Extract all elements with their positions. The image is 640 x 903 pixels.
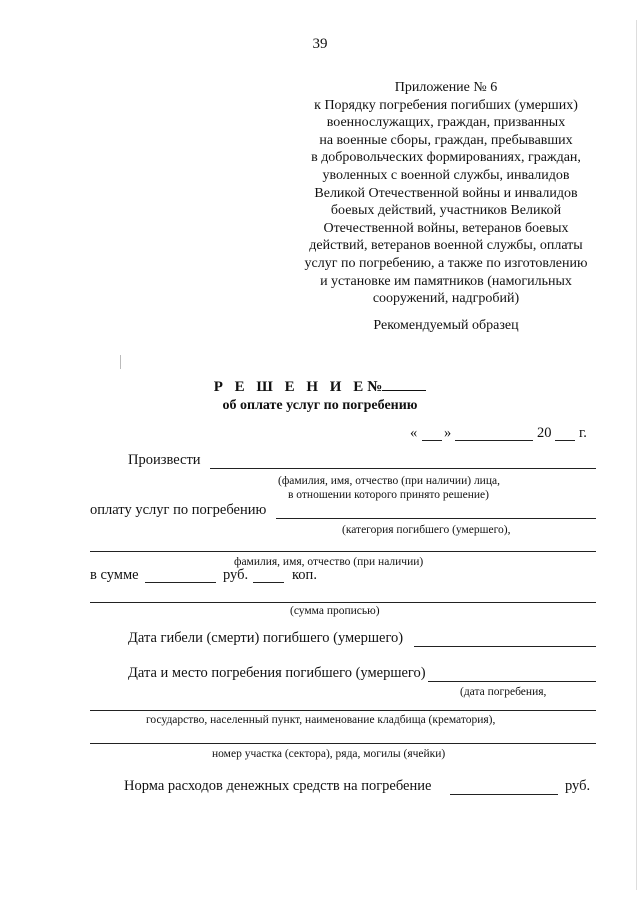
- amount-words-field[interactable]: [90, 602, 596, 603]
- appendix-line: в добровольческих формированиях, граждан,: [311, 150, 581, 166]
- page-number: 39: [312, 36, 328, 52]
- death-date-field[interactable]: [414, 646, 596, 647]
- date-open-quote: «: [410, 425, 418, 441]
- number-sign: №: [367, 379, 383, 395]
- appendix-line: Отечественной войны, ветеранов боевых: [323, 220, 569, 236]
- amount-label: в сумме: [90, 567, 139, 583]
- date-year-field[interactable]: [555, 440, 575, 441]
- appendix-line: сооружений, надгробий): [372, 291, 520, 307]
- kop-label: коп.: [292, 567, 317, 583]
- burial-date-field[interactable]: [428, 681, 596, 682]
- hint-burial-place: государство, населенный пункт, наименование кладбища (крематория),: [146, 714, 496, 726]
- norm-amount-field[interactable]: [450, 794, 558, 795]
- grave-number-field[interactable]: [90, 743, 596, 744]
- date-day-field[interactable]: [422, 440, 442, 441]
- amount-rub-field[interactable]: [145, 582, 216, 583]
- decision-title: [0, 378, 640, 396]
- norm-rub-label: руб.: [565, 778, 591, 794]
- amount-kop-field[interactable]: [253, 582, 284, 583]
- appendix-line: и установке им памятников (намогильных: [320, 273, 572, 289]
- burial-place-field[interactable]: [90, 710, 596, 711]
- date-month-field[interactable]: [455, 440, 533, 441]
- hint-amount-words: (сумма прописью): [290, 605, 380, 617]
- appendix-line: к Порядку погребения погибших (умерших): [314, 97, 578, 113]
- hint-category: (категория погибшего (умершего),: [342, 524, 511, 536]
- sample-note: Рекомендуемый образец: [373, 318, 519, 333]
- deceased-fio-field[interactable]: [90, 551, 596, 552]
- decision-word: Р Е Ш Е Н И Е: [213, 379, 368, 395]
- appendix-line: военнослужащих, граждан, призванных: [326, 115, 566, 131]
- hint-fio-line1: (фамилия, имя, отчество (при наличии) лица,: [278, 475, 500, 487]
- appendix-line: услуг по погребению, а также по изготовлению: [304, 255, 588, 271]
- appendix-line: действий, ветеранов военной службы, оплаты: [309, 238, 583, 254]
- date-close-quote: »: [444, 425, 452, 441]
- appendix-line: Великой Отечественной войны и инвалидов: [314, 185, 578, 201]
- appendix-line: на военные сборы, граждан, пребывавших: [319, 132, 573, 148]
- hint-grave: номер участка (сектора), ряда, могилы (ячейки): [212, 748, 446, 760]
- recipient-fio-field[interactable]: [210, 468, 596, 469]
- norm-label: Норма расходов денежных средств на погребение: [124, 778, 432, 794]
- deceased-category-field[interactable]: [276, 518, 596, 519]
- appendix-line: боевых действий, участников Великой: [330, 203, 562, 219]
- hint-fio-deceased: фамилия, имя, отчество (при наличии): [234, 556, 424, 568]
- hint-burial-date: (дата погребения,: [460, 686, 547, 698]
- hint-fio-line2: в отношении которого принято решение): [288, 489, 489, 501]
- date-year-prefix: 20: [537, 425, 552, 441]
- appendix-heading: Приложение № 6: [394, 80, 498, 95]
- death-date-label: Дата гибели (смерти) погибшего (умершего): [128, 630, 404, 646]
- rub-label: руб.: [223, 567, 249, 583]
- scan-mark: [120, 355, 121, 369]
- burial-label: Дата и место погребения погибшего (умершего): [128, 665, 426, 681]
- payment-label: оплату услуг по погребению: [90, 502, 267, 518]
- date-year-suffix: г.: [579, 425, 587, 441]
- decision-subtitle: об оплате услуг по погребению: [222, 398, 418, 413]
- scan-edge: [636, 20, 637, 890]
- produce-label: Произвести: [128, 452, 201, 468]
- decision-number-field[interactable]: [382, 378, 426, 391]
- appendix-block: [276, 79, 616, 308]
- appendix-line: уволенных с военной службы, инвалидов: [322, 167, 570, 183]
